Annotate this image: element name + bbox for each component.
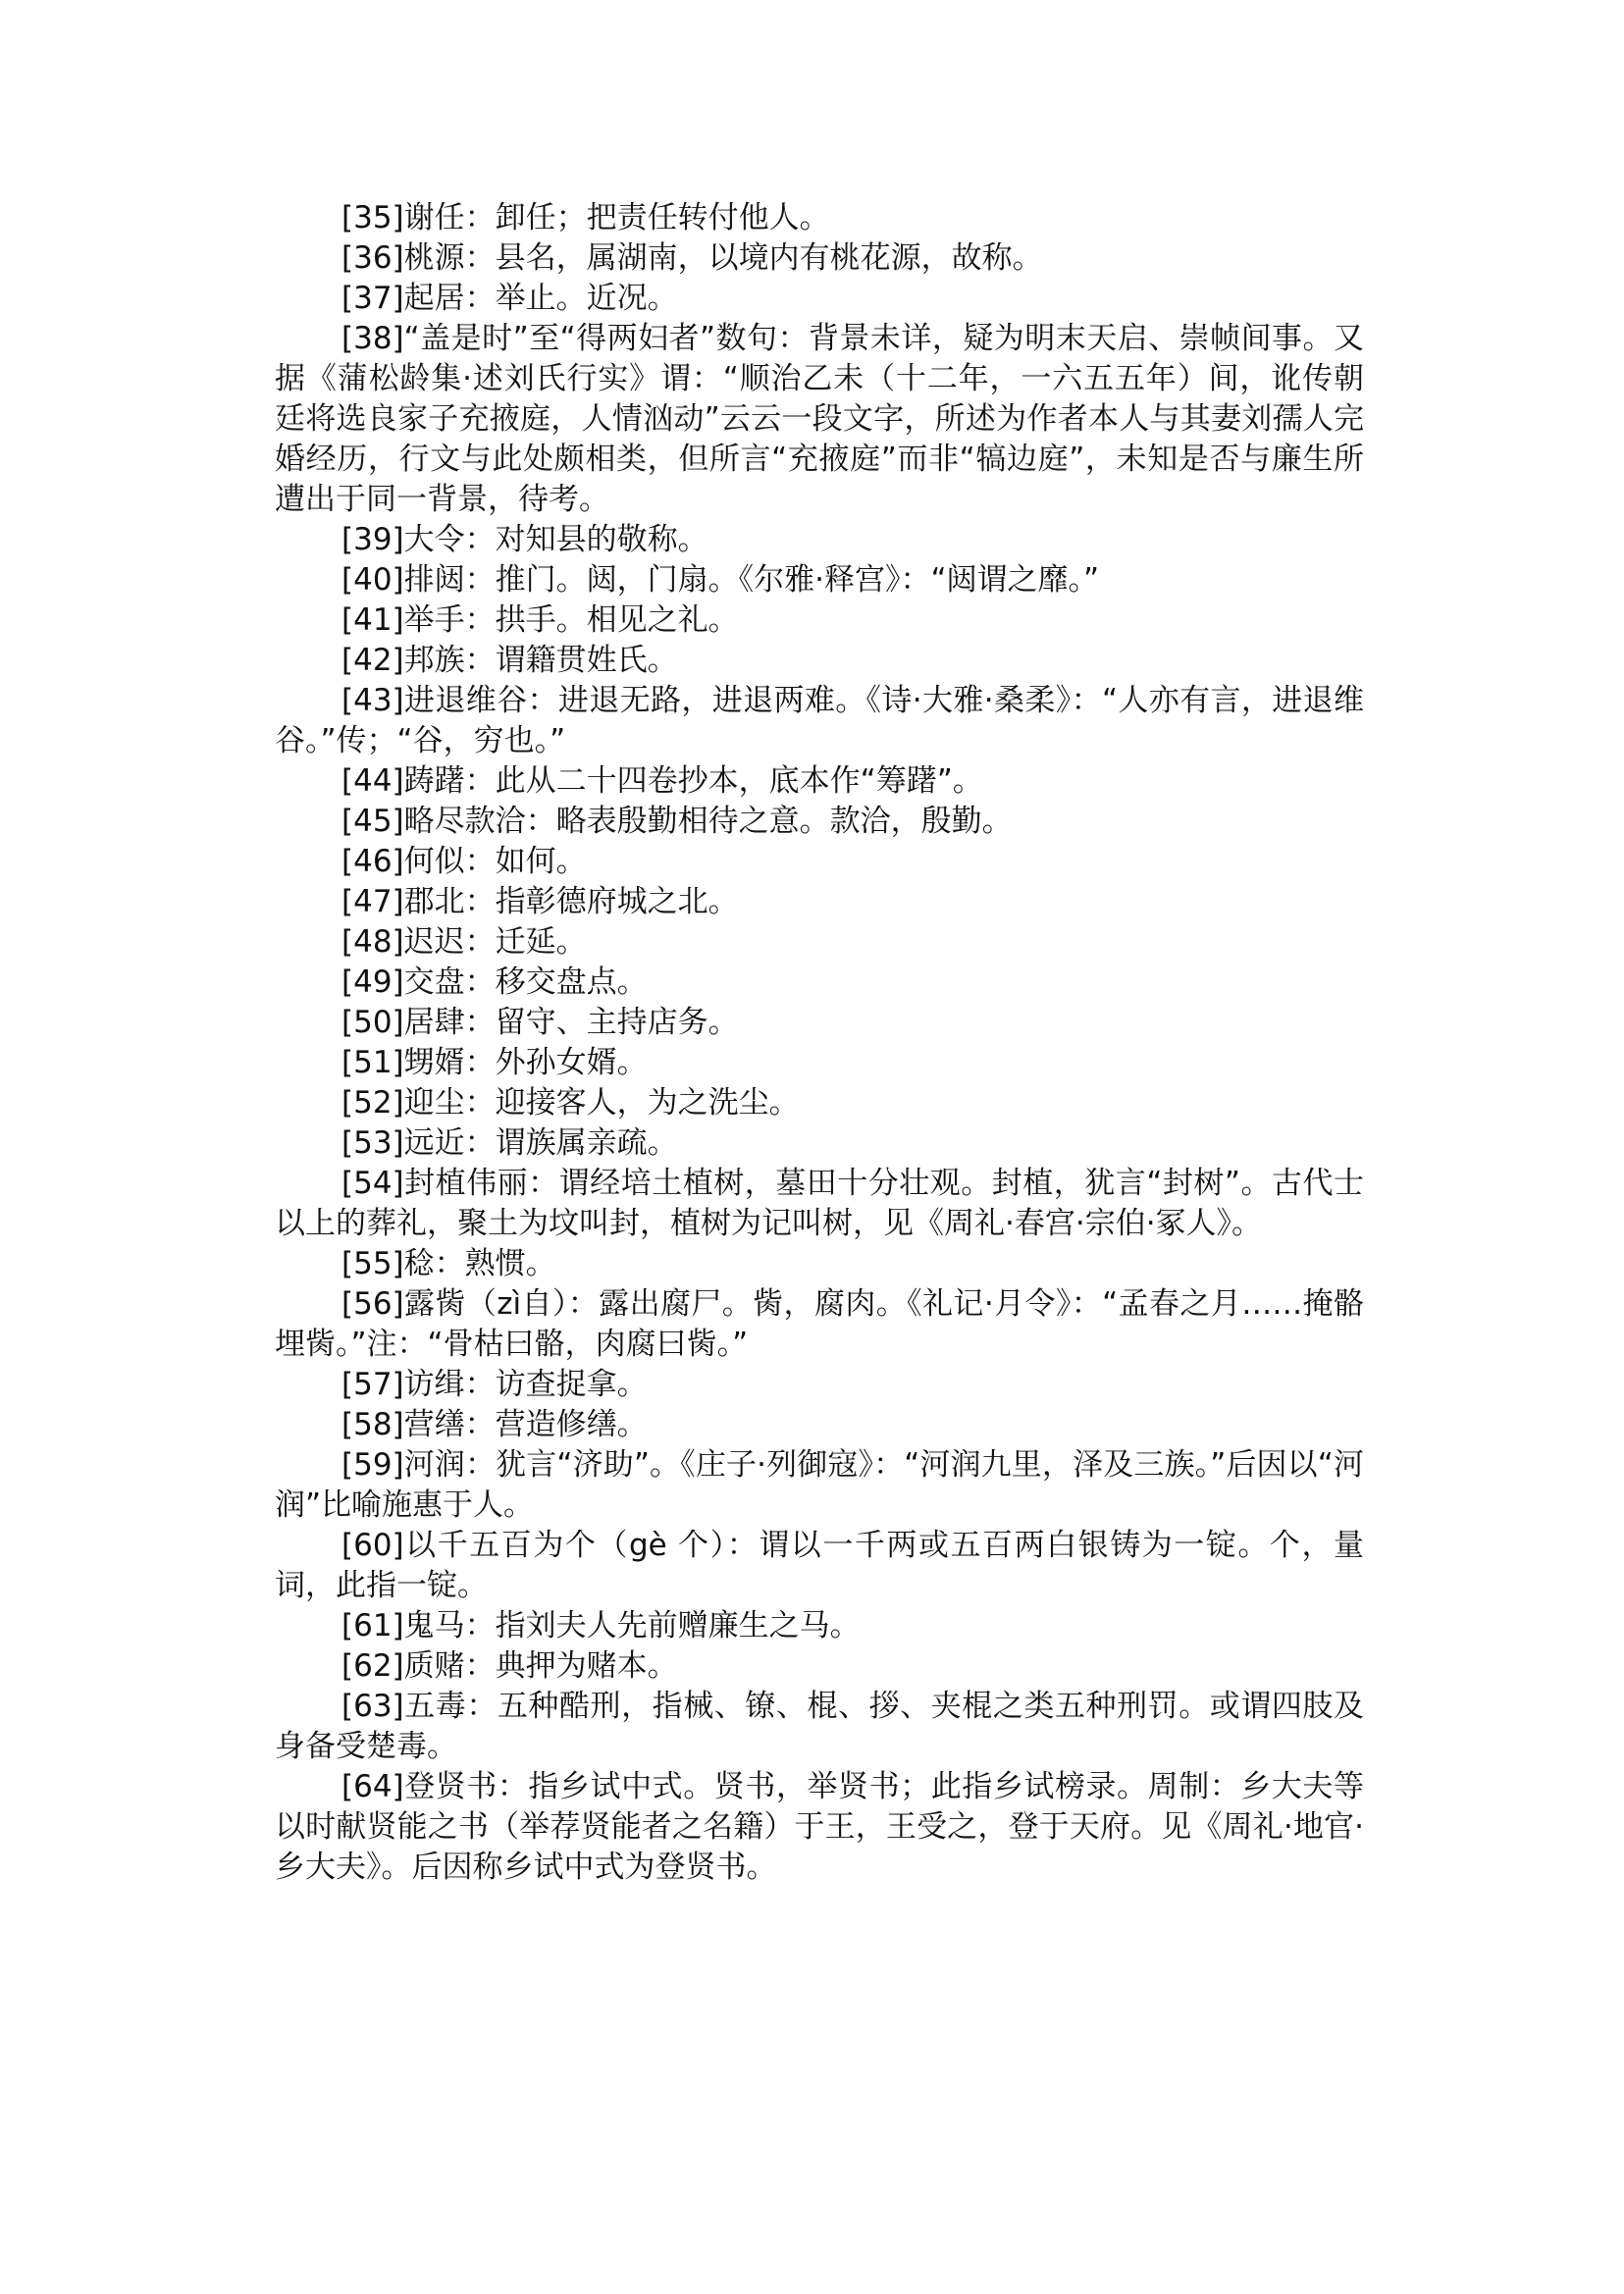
- note-35: [35]谢任：卸任；把责任转付他人。: [341, 200, 830, 235]
- annotation-notes: [275, 198, 1364, 1888]
- note-57: [57]访缉：访查捉拿。: [341, 1367, 648, 1402]
- note-58: [58]营缮：营造修缮。: [341, 1407, 648, 1442]
- note-44: [44]踌躇：此从二十四卷抄本，底本作“筹躇”。: [341, 763, 983, 799]
- note-50: [50]居肆：留守、主持店务。: [341, 1005, 739, 1040]
- note-39: [39]大令：对知县的敬称。: [341, 522, 708, 557]
- note-42: [42]邦族：谓籍贯姓氏。: [341, 643, 678, 678]
- note-60: [60]以千五百为个（gè 个）：谓以一千两或五百两白银铸为一锭。个，量词，此指一锭。: [275, 1528, 1364, 1603]
- note-37: [37]起居：举止。近况。: [341, 281, 678, 316]
- note-64: [64]登贤书：指乡试中式。贤书，举贤书；此指乡试榜录。周制：乡大夫等以时献贤能之书（举荐贤能者之名籍）于王，王受之，登于天府。见《周礼·地官·乡大夫》。后因称乡试中式为登贤书。: [275, 1769, 1364, 1885]
- note-59: [59]河润：犹言“济助”。《庄子·列御寇》：“河润九里，泽及三族。”后因以“河润”比喻施惠于人。: [275, 1447, 1364, 1523]
- note-51: [51]甥婿：外孙女婿。: [341, 1045, 648, 1080]
- note-43: [43]进退维谷：进退无路，进退两难。《诗·大雅·桑柔》：“人亦有言，进退维谷。”传；“谷，穷也。”: [275, 683, 1364, 758]
- note-53: [53]远近：谓族属亲疏。: [341, 1125, 678, 1161]
- note-61: [61]鬼马：指刘夫人先前赠廉生之马。: [341, 1608, 861, 1643]
- note-55: [55]稔：熟惯。: [341, 1246, 556, 1281]
- note-48: [48]迟迟：迁延。: [341, 924, 587, 960]
- note-52: [52]迎尘：迎接客人，为之洗尘。: [341, 1085, 800, 1121]
- note-54: [54]封植伟丽：谓经培土植树，墓田十分壮观。封植，犹言“封树”。古代士以上的葬礼，聚土为坟叫封，植树为记叫树，见《周礼·春宫·宗伯·冢人》。: [275, 1166, 1364, 1241]
- note-63: [63]五毒：五种酷刑，指械、镣、棍、拶、夹棍之类五种刑罚。或谓四肢及身备受楚毒。: [275, 1689, 1364, 1764]
- note-56: [56]露胔（zì自）：露出腐尸。胔，腐肉。《礼记·月令》：“孟春之月……掩骼埋胔。”注：“骨枯曰骼，肉腐曰胔。”: [275, 1286, 1364, 1362]
- note-38: [38]“盖是时”至“得两妇者”数句：背景未详，疑为明末天启、崇帧间事。又据《蒲松龄集·述刘氏行实》谓：“顺治乙未（十二年，一六五五年）间，讹传朝廷将选良家子充掖庭，人情汹动”云云一段文字，所述为作者本人与其妻刘孺人完婚经历，行文与此处颇相类，但所言“充掖庭”而非“犒边庭”，未知是否与廉生所遭出于同一背景，待考。: [275, 321, 1364, 517]
- note-36: [36]桃源：县名，属湖南，以境内有桃花源，故称。: [341, 240, 1043, 276]
- note-40: [40]排闼：推门。闼，门扇。《尔雅·释宫》：“闼谓之靡。”: [341, 562, 1100, 598]
- note-47: [47]郡北：指彰德府城之北。: [341, 884, 739, 919]
- note-49: [49]交盘：移交盘点。: [341, 965, 648, 1000]
- note-45: [45]略尽款洽：略表殷勤相待之意。款洽，殷勤。: [341, 804, 1013, 839]
- note-62: [62]质赌：典押为赌本。: [341, 1648, 678, 1684]
- note-46: [46]何似：如何。: [341, 844, 587, 879]
- note-41: [41]举手：拱手。相见之礼。: [341, 602, 739, 638]
